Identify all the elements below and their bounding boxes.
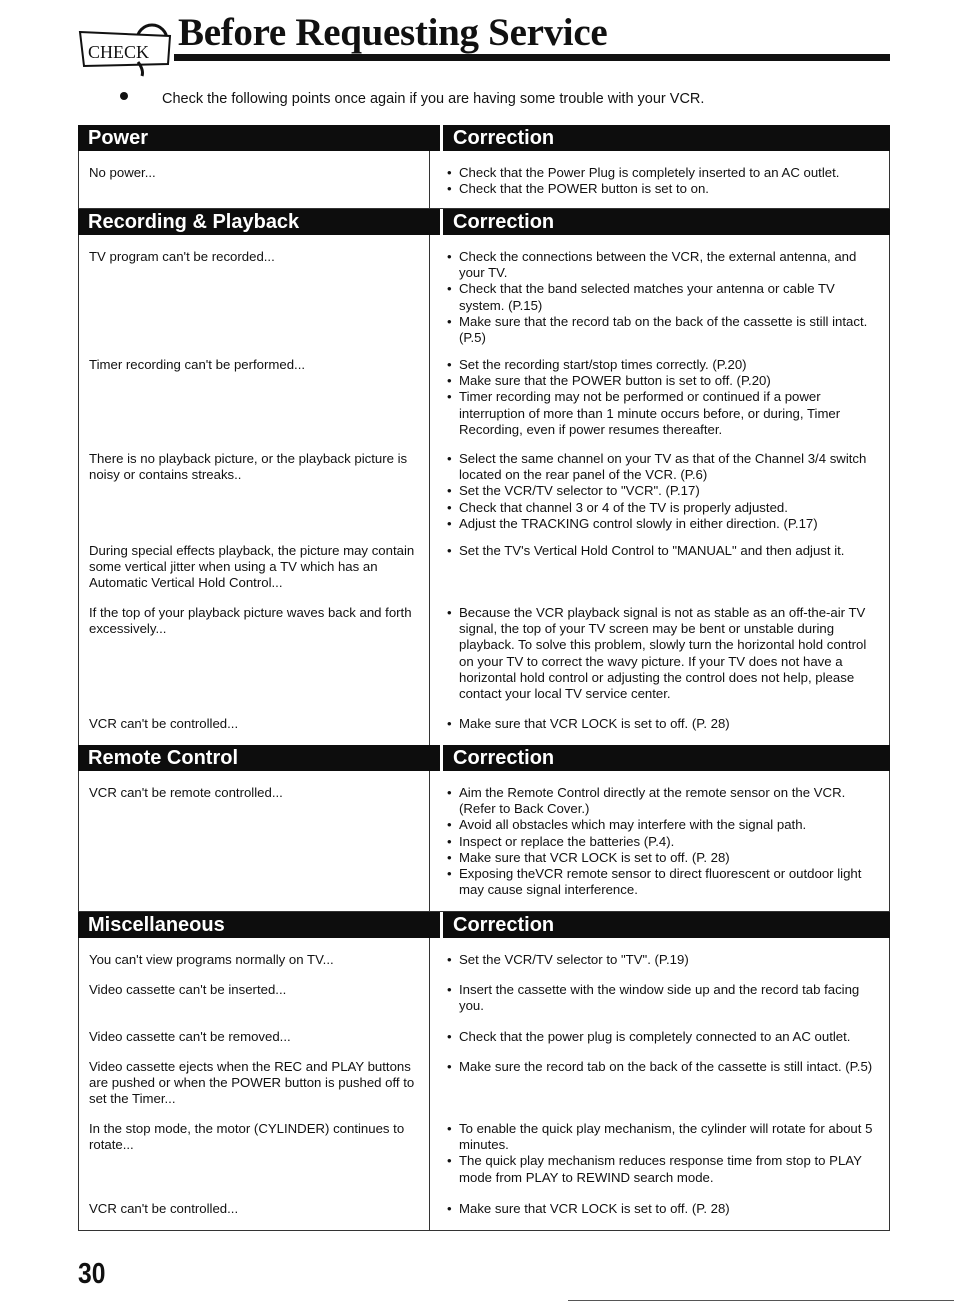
problem-text: Timer recording can't be performed... <box>89 357 306 372</box>
problem-text: Video cassette can't be inserted... <box>89 982 287 997</box>
fix-list <box>433 1121 889 1186</box>
fix-item: • Check that channel 3 or 4 of the TV is properly adjusted. <box>447 500 881 516</box>
fix-item: • Select the same channel on your TV as that of the Channel 3/4 switch located on the rear panel of the VCR. (P.6) <box>447 451 881 483</box>
table-row <box>79 771 889 898</box>
section-header <box>78 745 890 771</box>
section-recording-playback <box>78 209 890 746</box>
fix-item: • Make sure that the POWER button is set to off. (P.20) <box>447 373 881 389</box>
section-header <box>78 209 890 235</box>
table-row <box>79 605 889 702</box>
fix-item: • Timer recording may not be performed or continued if a power interruption of more than 1 minute occurs before, or during, Timer Recording, even if power resumes thereafter. <box>447 389 881 438</box>
table-row <box>79 1059 889 1108</box>
section-title: Recording & Playback <box>88 211 300 233</box>
table-row <box>79 952 889 968</box>
fix-item: • Make sure that the record tab on the back of the cassette is still intact. (P.5) <box>447 314 881 346</box>
fix-item: • Set the TV's Vertical Hold Control to "MANUAL" and then adjust it. <box>447 543 881 559</box>
bullet-dot-icon <box>120 92 128 100</box>
fix-item: • Check the connections between the VCR, the external antenna, and your TV. <box>447 249 881 281</box>
table-row <box>79 1121 889 1186</box>
fix-item: • To enable the quick play mechanism, the cylinder will rotate for about 5 minutes. <box>447 1121 881 1153</box>
fix-item: • Check that the power plug is completely connected to an AC outlet. <box>447 1029 881 1045</box>
fix-list <box>433 952 889 968</box>
page-header <box>78 10 890 72</box>
fix-list <box>433 785 889 898</box>
section-title: Remote Control <box>88 747 238 769</box>
problem-text: TV program can't be recorded... <box>89 249 275 264</box>
section-body <box>78 938 890 1231</box>
fix-list <box>433 1029 889 1045</box>
problem-text: Video cassette can't be removed... <box>89 1029 291 1044</box>
table-row <box>79 716 889 732</box>
problem-text: During special effects playback, the picture may contain some vertical jitter when using a TV which has an Automatic Vertical Hold Control... <box>89 543 415 591</box>
fix-list <box>433 982 889 1014</box>
section-remote-control <box>78 745 890 912</box>
fix-item: • Avoid all obstacles which may interfere with the signal path. <box>447 817 881 833</box>
fix-list <box>433 1059 889 1108</box>
footer-rule <box>568 1300 954 1301</box>
fix-item: • Aim the Remote Control directly at the remote sensor on the VCR. (Refer to Back Cover.) <box>447 785 881 817</box>
fix-item: • Because the VCR playback signal is not as stable as an off-the-air TV signal, the top of your TV screen may be bent or unstable during playback. To solve this problem, slowly turn the horizontal hold control on your TV to correct the wavy picture. If your TV does not have a horizontal hold control or adjusting the control does not help, please contact your local TV service center. <box>447 605 881 702</box>
fix-item: • Make sure that VCR LOCK is set to off. (P. 28) <box>447 716 881 732</box>
column-divider <box>429 771 430 911</box>
section-body <box>78 151 890 209</box>
section-title: Miscellaneous <box>88 914 225 936</box>
table-row <box>79 543 889 592</box>
table-row <box>79 1029 889 1045</box>
fix-item: • Exposing theVCR remote sensor to direct fluorescent or outdoor light may cause signal interference. <box>447 866 881 898</box>
section-miscellaneous <box>78 912 890 1231</box>
fix-item: • Inspect or replace the batteries (P.4). <box>447 834 881 850</box>
section-header <box>78 912 890 938</box>
problem-text: You can't view programs normally on TV... <box>89 952 334 967</box>
table-row <box>79 451 889 532</box>
fix-item: • Insert the cassette with the window side up and the record tab facing you. <box>447 982 881 1014</box>
section-header <box>78 125 890 151</box>
problem-text: VCR can't be remote controlled... <box>89 785 283 800</box>
intro-text: Check the following points once again if you are having some trouble with your VCR. <box>162 91 705 107</box>
fix-item: • Make sure that VCR LOCK is set to off. (P. 28) <box>447 1201 881 1217</box>
correction-title: Correction <box>440 209 890 235</box>
section-body <box>78 235 890 746</box>
check-icon-text: CHECK <box>88 42 150 62</box>
problem-text: No power... <box>89 165 156 180</box>
fix-list <box>433 165 889 197</box>
check-magnifier-icon <box>78 18 178 78</box>
fix-list <box>433 357 889 438</box>
column-divider <box>429 151 430 208</box>
page-number: 30 <box>78 1258 106 1290</box>
page-title: Before Requesting Service <box>178 11 608 54</box>
problem-text: VCR can't be controlled... <box>89 716 239 731</box>
table-row <box>79 982 889 1014</box>
fix-item: • The quick play mechanism reduces response time from stop to PLAY mode from PLAY to REWIND search mode. <box>447 1153 881 1185</box>
table-row <box>79 249 889 346</box>
problem-text: Video cassette ejects when the REC and PLAY buttons are pushed or when the POWER button is pushed off to set the Timer... <box>89 1059 415 1107</box>
section-body <box>78 771 890 912</box>
fix-item: • Check that the band selected matches your antenna or cable TV system. (P.15) <box>447 281 881 313</box>
fix-list <box>433 249 889 346</box>
problem-text: If the top of your playback picture waves back and forth excessively... <box>89 605 412 637</box>
fix-list <box>433 605 889 702</box>
correction-title: Correction <box>440 125 890 151</box>
fix-list <box>433 451 889 532</box>
fix-list <box>433 1201 889 1217</box>
table-row <box>79 357 889 438</box>
section-title: Power <box>88 127 149 149</box>
correction-title: Correction <box>440 745 890 771</box>
problem-text: VCR can't be controlled... <box>89 1201 239 1216</box>
problem-text: In the stop mode, the motor (CYLINDER) continues to rotate... <box>89 1121 405 1153</box>
section-power <box>78 125 890 209</box>
problem-text: There is no playback picture, or the playback picture is noisy or contains streaks.. <box>89 451 408 483</box>
fix-item: • Set the recording start/stop times correctly. (P.20) <box>447 357 881 373</box>
fix-item: • Check that the POWER button is set to on. <box>447 181 881 197</box>
fix-item: • Adjust the TRACKING control slowly in either direction. (P.17) <box>447 516 881 532</box>
table-row <box>79 1201 889 1217</box>
fix-list <box>433 716 889 732</box>
fix-item: • Set the VCR/TV selector to "VCR". (P.17) <box>447 483 881 499</box>
fix-item: • Set the VCR/TV selector to "TV". (P.19) <box>447 952 881 968</box>
fix-item: • Check that the Power Plug is completely inserted to an AC outlet. <box>447 165 881 181</box>
fix-item: • Make sure that VCR LOCK is set to off. (P. 28) <box>447 850 881 866</box>
fix-item: • Make sure the record tab on the back of the cassette is still intact. (P.5) <box>447 1059 881 1075</box>
correction-title: Correction <box>440 912 890 938</box>
title-underline <box>174 54 890 61</box>
table-row <box>79 151 889 197</box>
fix-list <box>433 543 889 592</box>
